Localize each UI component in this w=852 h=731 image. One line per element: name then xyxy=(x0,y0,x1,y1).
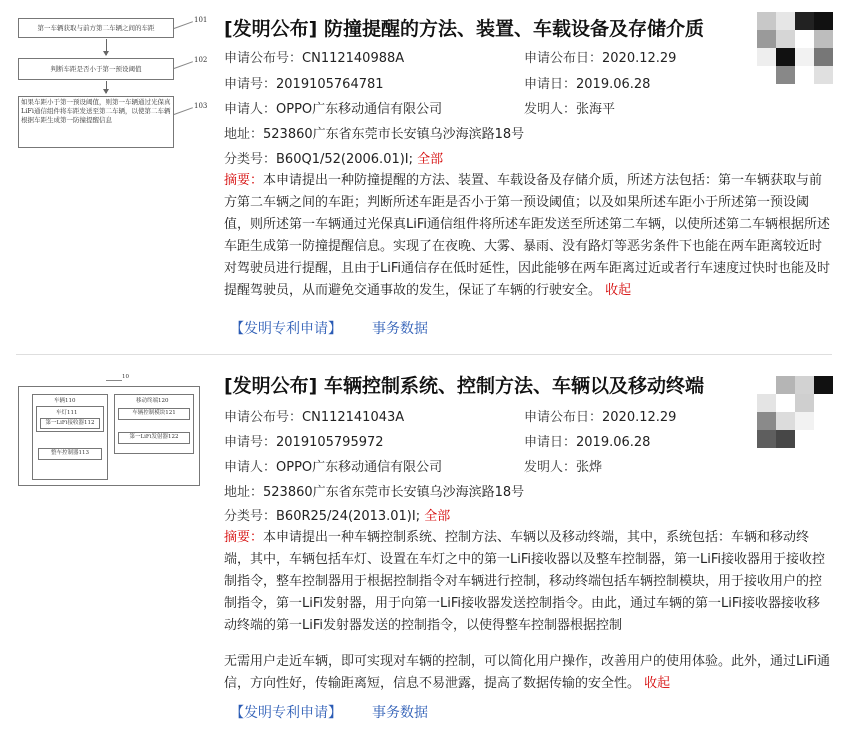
flowchart-step-number-1: 101 xyxy=(194,16,208,24)
lamp-label: 车灯111 xyxy=(56,410,78,416)
record-actions xyxy=(230,702,458,722)
controller-box: 整车控制器113 xyxy=(38,448,102,460)
flowchart-step-number-2: 102 xyxy=(194,56,208,64)
qr-code-placeholder xyxy=(757,12,833,84)
figure-ref-number: 10 xyxy=(122,374,129,380)
flowchart-step-1: 第一车辆获取与前方第二车辆之间的车距 xyxy=(18,18,174,38)
invention-patent-link[interactable]: 【发明专利申请】 xyxy=(230,321,342,337)
collapse-abstract-link[interactable]: 收起 xyxy=(644,676,671,691)
abstract-continued: 无需用户走近车辆，即可实现对车辆的控制，可以简化用户操作，改善用户的使用体验。此外，通过LiFi通信，方向性好，传输距离短，信息不易泄露，提高了数据传输的安全性。 收起 xyxy=(224,654,830,691)
classification: 分类号：B60R25/24(2013.01)I; 全部 xyxy=(224,509,451,524)
applicant: 申请人：OPPO广东移动通信有限公司 xyxy=(224,102,443,117)
show-all-classes-link[interactable]: 全部 xyxy=(424,509,451,524)
classification: 分类号：B60Q1/52(2006.01)I; 全部 xyxy=(224,152,444,167)
record-actions xyxy=(230,318,458,338)
patent-figure-thumbnail[interactable] xyxy=(14,8,208,158)
transmitter-box: 第一LiFi发射器122 xyxy=(118,432,190,444)
receiver-box: 第一LiFi接收器112 xyxy=(40,418,100,429)
flow-arrow xyxy=(106,81,107,93)
flowchart-step-3: 如果车距小于第一预设阈值，则第一车辆通过光保真LiFi通信组件将车距发送至第二车辆，以使第二车辆根据车距生成第一防撞提醒信息 xyxy=(18,96,174,148)
leader-line xyxy=(174,61,193,69)
applicant: 申请人：OPPO广东移动通信有限公司 xyxy=(224,460,443,475)
module-box: 车辆控制模块121 xyxy=(118,408,190,420)
abstract: 摘要：本申请提出一种防撞提醒的方法、装置、车载设备及存储介质，所述方法包括：第一车辆获取与前方第二车辆之间的车距；判断所述车距是否小于第一预设阈值；以及如果所述车距小于所述第一预设阈值，则所述第一车辆通过光保真LiFi通信组件将所述车距发送至所述第二车辆，以使所述第二车辆根据所述车距生成第一防撞提醒信息。实现了在夜晚、大雾、暴雨、没有路灯等恶劣条件下也能在两车距离较近时对驾驶员进行提醒，且由于LiFi通信存在低时延性，因此能够在两车距离过近或者行车速度过快时也能及时提醒驾驶员，从而避免交通事故的发生，保证了车辆的行驶安全。 收起 xyxy=(224,173,830,298)
patent-figure-thumbnail[interactable] xyxy=(14,370,204,488)
publication-number: 申请公布号：CN112140988A xyxy=(224,51,405,66)
application-date: 申请日：2019.06.28 xyxy=(524,77,651,92)
leader-line xyxy=(174,107,193,115)
affairs-data-link[interactable]: 事务数据 xyxy=(372,321,428,337)
flowchart-step-number-3: 103 xyxy=(194,102,208,110)
publication-number: 申请公布号：CN112141043A xyxy=(224,410,405,425)
invention-patent-link[interactable]: 【发明专利申请】 xyxy=(230,705,342,721)
publication-date: 申请公布日：2020.12.29 xyxy=(524,410,677,425)
leader-line xyxy=(106,380,122,381)
address: 地址：523860广东省东莞市长安镇乌沙海滨路18号 xyxy=(224,485,525,500)
collapse-abstract-link[interactable]: 收起 xyxy=(605,283,632,298)
address: 地址：523860广东省东莞市长安镇乌沙海滨路18号 xyxy=(224,127,525,142)
show-all-classes-link[interactable]: 全部 xyxy=(417,152,444,167)
record-divider xyxy=(16,354,832,355)
application-date: 申请日：2019.06.28 xyxy=(524,435,651,450)
qr-code-placeholder xyxy=(757,376,833,448)
flowchart-step-2: 判断车距是否小于第一预设阈值 xyxy=(18,58,174,80)
inventor: 发明人：张海平 xyxy=(524,102,616,117)
affairs-data-link[interactable]: 事务数据 xyxy=(372,705,428,721)
patent-record-1 xyxy=(0,0,852,350)
leader-line xyxy=(174,21,193,29)
application-number: 申请号：2019105764781 xyxy=(224,77,384,92)
patent-title[interactable]: [发明公布] 车辆控制系统、控制方法、车辆以及移动终端 xyxy=(224,375,704,397)
patent-title[interactable]: [发明公布] 防撞提醒的方法、装置、车载设备及存储介质 xyxy=(224,18,704,40)
flow-arrow xyxy=(106,39,107,55)
terminal-label: 移动终端120 xyxy=(136,398,169,404)
application-number: 申请号：2019105795972 xyxy=(224,435,384,450)
abstract: 摘要：本申请提出一种车辆控制系统、控制方法、车辆以及移动终端，其中，系统包括：车辆和移动终端，其中，车辆包括车灯、设置在车灯之中的第一LiFi接收器以及整车控制器，第一LiFi接收器用于接收控制指令，整车控制器用于根据控制指令对车辆进行控制，移动终端包括车辆控制模块，用于接收用户的控制指令，第一LiFi发射器，用于向第一LiFi接收器发送控制指令。由此，通过车辆的第一LiFi接收器接收移动终端的第一LiFi发射器发送的控制指令，以使得整车控制器根据控制 xyxy=(224,530,825,633)
vehicle-label: 车辆110 xyxy=(54,398,76,404)
publication-date: 申请公布日：2020.12.29 xyxy=(524,51,677,66)
inventor: 发明人：张烨 xyxy=(524,460,603,475)
